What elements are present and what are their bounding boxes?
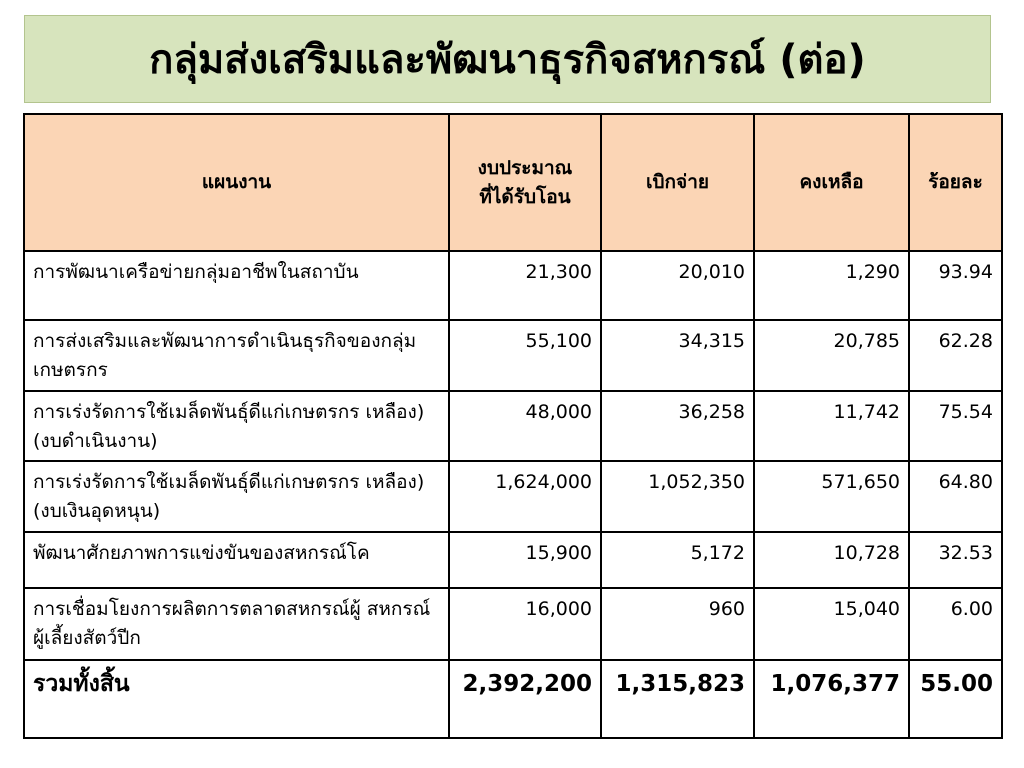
- cell-plan: การเชื่อมโยงการผลิตการตลาดสหกรณ์ผู้ สหกรณ์ผู้เลี้ยงสัตว์ปีก: [24, 588, 449, 660]
- cell-remaining: 11,742: [754, 391, 909, 461]
- cell-plan: พัฒนาศักยภาพการแข่งขันของสหกรณ์โค: [24, 532, 449, 588]
- cell-budget: 48,000: [449, 391, 601, 461]
- total-percent: 55.00: [909, 660, 1002, 738]
- total-remaining: 1,076,377: [754, 660, 909, 738]
- table-row: [24, 532, 1002, 588]
- cell-percent: 75.54: [909, 391, 1002, 461]
- table-row: [24, 461, 1002, 532]
- table-row: [24, 391, 1002, 461]
- cell-remaining: 10,728: [754, 532, 909, 588]
- cell-budget: 16,000: [449, 588, 601, 660]
- cell-disbursed: 1,052,350: [601, 461, 754, 532]
- cell-plan: การส่งเสริมและพัฒนาการดำเนินธุรกิจของกลุ่มเกษตรกร: [24, 320, 449, 391]
- cell-percent: 6.00: [909, 588, 1002, 660]
- cell-budget: 15,900: [449, 532, 601, 588]
- cell-disbursed: 20,010: [601, 251, 754, 320]
- cell-budget: 21,300: [449, 251, 601, 320]
- cell-disbursed: 36,258: [601, 391, 754, 461]
- cell-plan: การเร่งรัดการใช้เมล็ดพันธุ์ดีแก่เกษตรกร เหลือง) (งบเงินอุดหนุน): [24, 461, 449, 532]
- table-row: [24, 251, 1002, 320]
- cell-disbursed: 5,172: [601, 532, 754, 588]
- cell-percent: 93.94: [909, 251, 1002, 320]
- cell-percent: 32.53: [909, 532, 1002, 588]
- page-title: กลุ่มส่งเสริมและพัฒนาธุรกิจสหกรณ์ (ต่อ): [149, 37, 866, 83]
- header-percent: ร้อยละ: [909, 114, 1002, 251]
- total-disbursed: 1,315,823: [601, 660, 754, 738]
- cell-percent: 64.80: [909, 461, 1002, 532]
- total-label: รวมทั้งสิ้น: [24, 660, 449, 738]
- title-banner: [24, 15, 991, 103]
- header-budget-line2: ที่ได้รับโอน: [479, 185, 571, 208]
- total-budget: 2,392,200: [449, 660, 601, 738]
- header-budget-line1: งบประมาณ: [477, 157, 573, 179]
- header-plan: แผนงาน: [24, 114, 449, 251]
- cell-budget: 55,100: [449, 320, 601, 391]
- total-row: [24, 660, 1002, 738]
- header-remaining: คงเหลือ: [754, 114, 909, 251]
- header-budget: [449, 114, 601, 251]
- header-disbursed: เบิกจ่าย: [601, 114, 754, 251]
- cell-budget: 1,624,000: [449, 461, 601, 532]
- cell-disbursed: 960: [601, 588, 754, 660]
- cell-plan: การเร่งรัดการใช้เมล็ดพันธุ์ดีแก่เกษตรกร เหลือง) (งบดำเนินงาน): [24, 391, 449, 461]
- cell-remaining: 20,785: [754, 320, 909, 391]
- cell-disbursed: 34,315: [601, 320, 754, 391]
- cell-remaining: 1,290: [754, 251, 909, 320]
- budget-table: [23, 113, 1003, 739]
- cell-plan: การพัฒนาเครือข่ายกลุ่มอาชีพในสถาบัน: [24, 251, 449, 320]
- table-row: [24, 588, 1002, 660]
- cell-remaining: 15,040: [754, 588, 909, 660]
- cell-remaining: 571,650: [754, 461, 909, 532]
- table-header-row: [24, 114, 1002, 251]
- table-row: [24, 320, 1002, 391]
- cell-percent: 62.28: [909, 320, 1002, 391]
